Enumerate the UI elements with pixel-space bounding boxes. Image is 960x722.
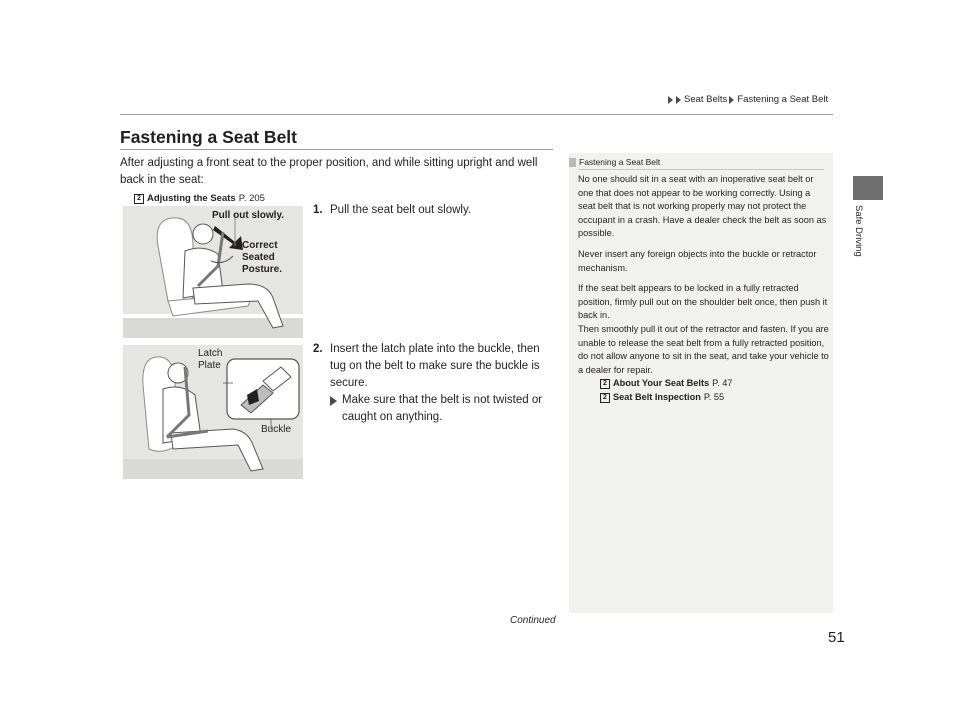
intro-text: After adjusting a front seat to the proper position, and while sitting upright and well back in the seat:	[120, 157, 538, 186]
figure-pull-belt	[123, 206, 303, 338]
step-text: Insert the latch plate into the buckle, then tug on the belt to make sure the buckle is secure.	[330, 343, 540, 389]
reference-arrow-icon: 2	[600, 379, 610, 389]
reference-arrow-icon: 2	[600, 393, 610, 403]
note-cross-reference[interactable]	[578, 391, 830, 405]
reference-title: Seat Belt Inspection	[613, 391, 701, 402]
figure-label-posture: Correct Seated Posture.	[242, 240, 283, 275]
reference-page: P. 47	[712, 378, 733, 389]
breadcrumb-arrow-icon	[676, 96, 681, 104]
note-body	[578, 173, 830, 405]
step-2	[313, 341, 558, 441]
title-rule	[120, 149, 553, 150]
continued-label: Continued	[510, 615, 556, 626]
step-1	[313, 202, 558, 222]
reference-page: P. 205	[238, 193, 265, 204]
note-heading: Fastening a Seat Belt	[569, 157, 660, 167]
note-paragraph: No one should sit in a seat with an inoperative seat belt or one that does not appear to be working correctly. Using a seat belt that is not working properly may not protect the occupant in a crash. Have a dealer check the belt as soon as possible.	[578, 174, 827, 239]
page-title: Fastening a Seat Belt	[120, 127, 297, 147]
sub-bullet-icon	[330, 396, 337, 406]
breadcrumb-item[interactable]: Fastening a Seat Belt	[737, 94, 829, 105]
reference-page: P. 55	[703, 391, 725, 402]
figure-label-pull: Pull out slowly.	[212, 210, 285, 221]
step-sub-text: Make sure that the belt is not twisted or caught on anything.	[342, 394, 543, 423]
breadcrumb-arrow-icon	[668, 96, 673, 104]
note-box	[569, 153, 833, 613]
breadcrumb-item[interactable]: Seat Belts	[684, 94, 728, 105]
reference-title: About Your Seat Belts	[613, 378, 710, 389]
intro-paragraph	[120, 155, 556, 207]
header-rule	[120, 114, 833, 115]
side-tab-marker	[853, 176, 883, 200]
reference-arrow-icon: 2	[134, 194, 144, 204]
page-number: 51	[828, 629, 845, 646]
figure-label-buckle: Buckle	[261, 424, 292, 435]
reference-title: Adjusting the Seats	[147, 193, 236, 204]
step-number: 2.	[313, 343, 323, 355]
breadcrumb	[668, 94, 828, 105]
figure-label-latch-plate: Latch Plate	[198, 348, 223, 371]
figure-insert-latch	[123, 345, 303, 479]
note-paragraph: Never insert any foreign objects into the buckle or retractor mechanism.	[578, 248, 817, 273]
note-rule	[578, 169, 824, 170]
step-sub-item	[330, 392, 558, 426]
side-tab-label: Safe Driving	[853, 205, 864, 257]
note-cross-reference[interactable]	[578, 377, 830, 391]
step-number: 1.	[313, 204, 323, 216]
step-text: Pull the seat belt out slowly.	[330, 204, 472, 216]
note-paragraph: If the seat belt appears to be locked in a fully retracted position, firmly pull out on the shoulder belt once, then push it back in.	[578, 283, 828, 321]
note-paragraph: Then smoothly pull it out of the retractor and fasten. If you are unable to release the seat belt from a fully retracted position, do not allow anyone to sit in the seat, and take your vehicle to a dealer for repair.	[578, 323, 829, 375]
note-marker-icon	[569, 158, 576, 167]
breadcrumb-arrow-icon	[729, 96, 734, 104]
